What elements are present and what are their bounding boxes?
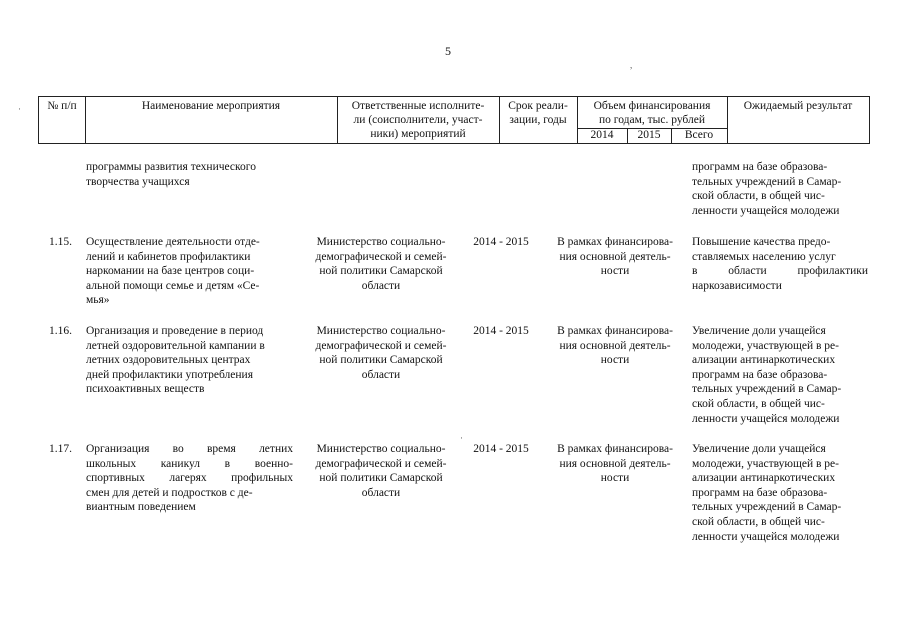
header-term: Срок реали- зации, годы: [508, 100, 568, 126]
header-total: Всего: [684, 129, 714, 141]
row-name: Организация и проведение в период летней оздоровительной кампании в летних оздоровительных центрах дней профилактики употребления психоактивных веществ: [86, 325, 265, 396]
header-name: Наименование мероприятия: [141, 100, 281, 112]
continuation-result: программ на базе образова- тельных учреждений в Самар- ской области, в общей чис- ленности учащейся молодежи: [692, 161, 842, 217]
row-term: 2014 - 2015: [473, 236, 529, 248]
table-header: [38, 96, 870, 144]
row-responsible: Министерство социально- демографической и семей- ной политики Самарской области: [315, 236, 447, 292]
row-result: Увеличение доли учащейся молодежи, участвующей в ре- ализации антинаркотических программ на базе образова- тельных учреждений в Самар- ской области, в общей чис- ленности учащейся молодежи: [692, 443, 842, 543]
scan-speck: ·: [460, 433, 463, 443]
row-number: 1.17.: [49, 443, 72, 455]
row-responsible: Министерство социально- демографической и семей- ной политики Самарской области: [315, 443, 447, 499]
row-number: 1.15.: [49, 236, 72, 248]
header-year-2014: 2014: [590, 129, 614, 141]
row-term: 2014 - 2015: [473, 443, 529, 455]
scan-speck: ,: [630, 60, 633, 70]
row-funding: В рамках финансирова- ния основной деятель- ности: [557, 236, 673, 278]
scan-speck: ·: [18, 104, 21, 114]
row-number: 1.16.: [49, 325, 72, 337]
row-term: 2014 - 2015: [473, 325, 529, 337]
header-responsible: Ответственные исполните- ли (соисполнители, участ- ники) мероприятий: [351, 100, 485, 140]
header-result: Ожидаемый результат: [743, 100, 853, 112]
continuation-name: программы развития технического творчества учащихся: [86, 161, 256, 188]
row-funding: В рамках финансирова- ния основной деятель- ности: [557, 443, 673, 485]
row-name: Осуществление деятельности отде- лений и кабинетов профилактики наркомании на базе центров соци- альной помощи семье и детям «Се- мья»: [86, 236, 260, 307]
header-year-2015: 2015: [637, 129, 661, 141]
row-name: Организация во время летних школьных каникул в военно- спортивных лагерях профильных смен для детей и подростков с де- виантным поведением: [86, 443, 293, 514]
row-funding: В рамках финансирова- ния основной деятель- ности: [557, 325, 673, 367]
row-responsible: Министерство социально- демографической и семей- ной политики Самарской области: [315, 325, 447, 381]
row-result: Увеличение доли учащейся молодежи, участвующей в ре- ализации антинаркотических программ на базе образова- тельных учреждений в Самар- ской области, в общей чис- ленности учащейся молодежи: [692, 325, 842, 425]
row-result: Повышение качества предо- ставляемых населению услуг в области профилактики наркозависимости: [692, 236, 868, 292]
header-funding: Объем финансирования по годам, тыс. рублей: [593, 100, 711, 126]
header-num: № п/п: [47, 100, 77, 112]
page-number: 5: [445, 44, 451, 58]
